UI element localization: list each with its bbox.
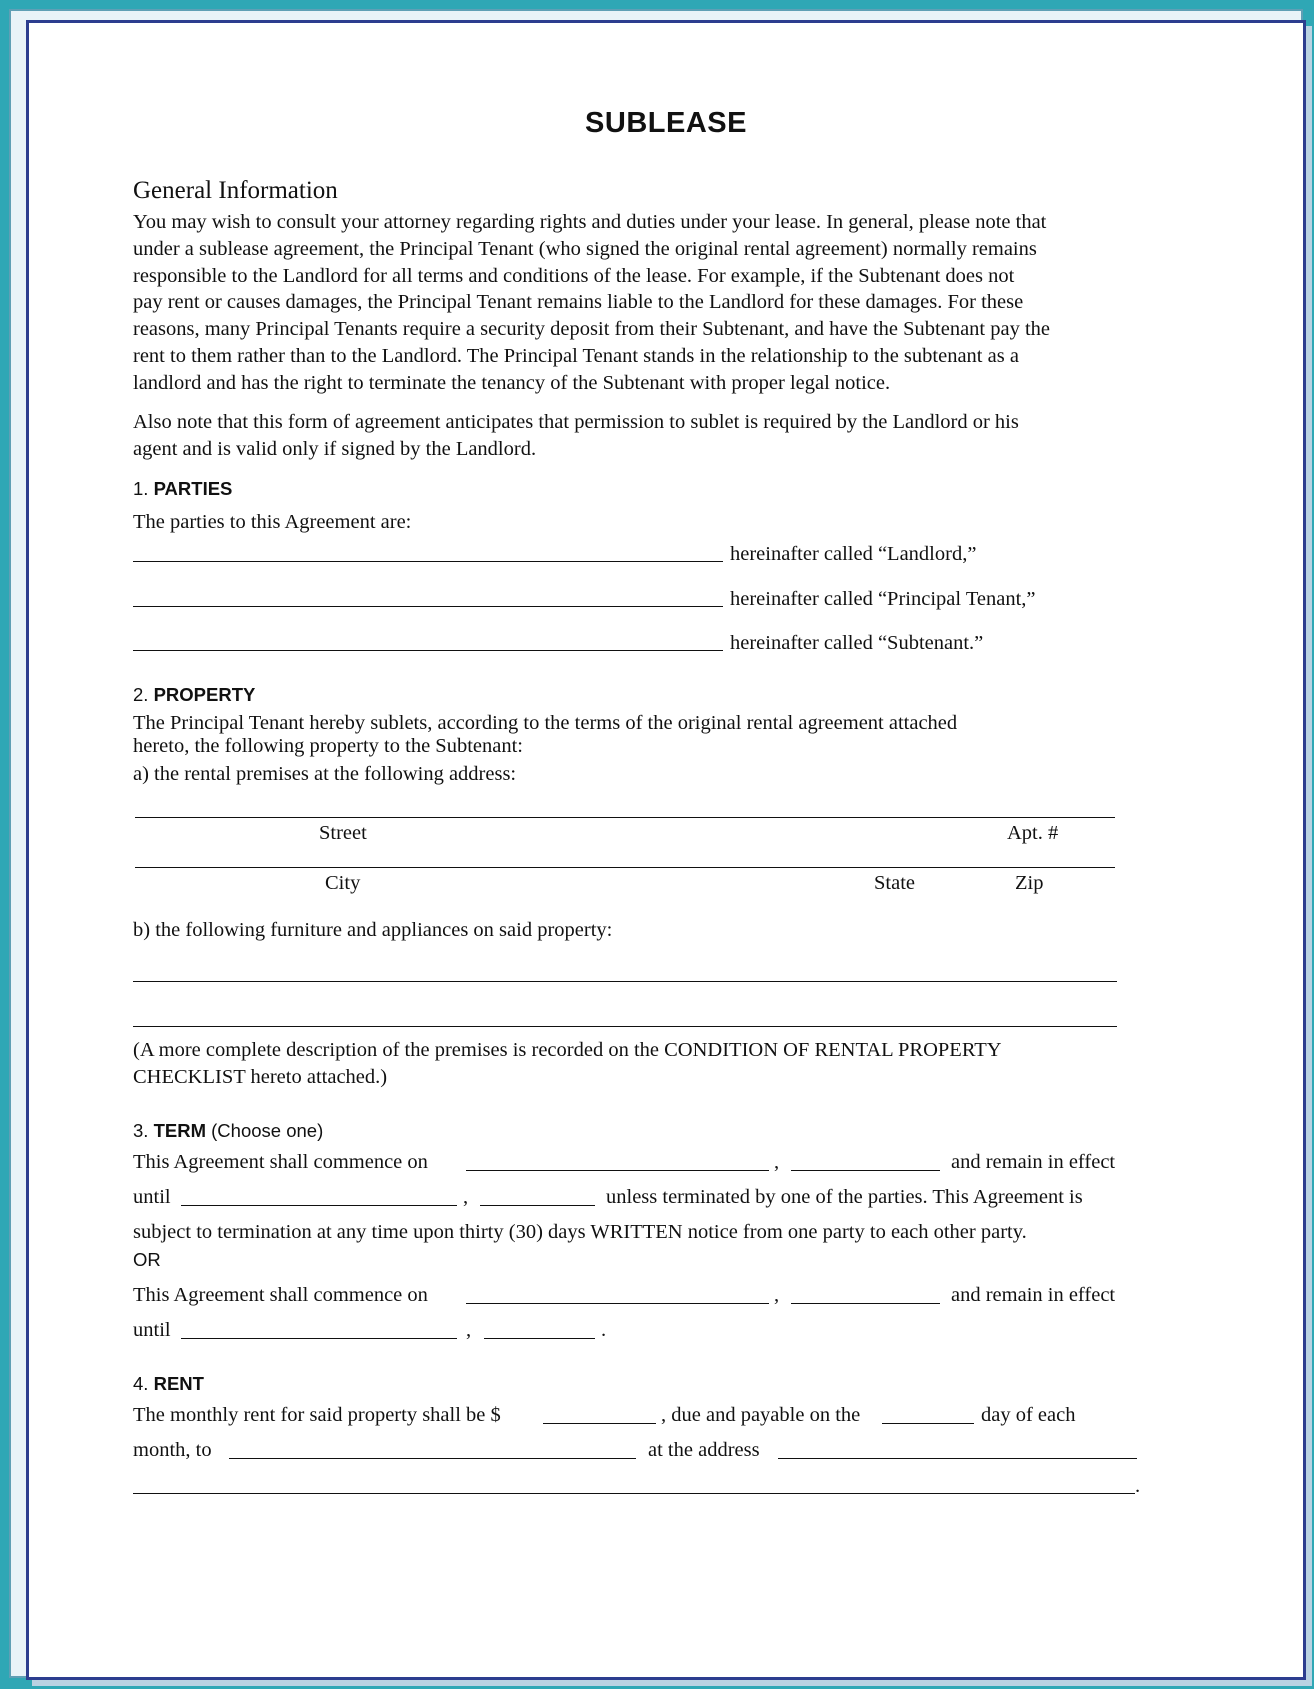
property-note-line-2: CHECKLIST hereto attached.) — [133, 1066, 388, 1088]
parties-heading: PARTIES — [153, 478, 233, 499]
general-information-line: responsible to the Landlord for all terms and conditions of the lease. For example, if the Subtenant does not — [133, 264, 1015, 287]
general-information-line: under a sublease agreement, the Principal Tenant (who signed the original rental agreement) normally remains — [133, 237, 1037, 260]
term-number: 3. — [133, 1120, 149, 1141]
rent-text-2a: month, to — [133, 1439, 212, 1461]
furniture-field-line-1[interactable] — [133, 981, 1117, 982]
general-information-line: reasons, many Principal Tenants require a security deposit from their Subtenant, and have the Subtenant pay the — [133, 318, 1051, 341]
term-comma-4: , — [466, 1319, 472, 1341]
general-information-paragraph — [133, 209, 1050, 397]
rent-text-1c: day of each — [981, 1404, 1076, 1426]
document-title: SUBLEASE — [585, 107, 747, 139]
term-or-label: OR — [133, 1249, 161, 1270]
term-period: . — [601, 1319, 607, 1341]
start-year-field-1[interactable] — [791, 1170, 940, 1171]
rent-payee-field[interactable] — [229, 1458, 636, 1459]
street-address-field[interactable] — [135, 817, 1115, 818]
property-number: 2. — [133, 684, 149, 705]
property-section-heading — [133, 684, 255, 706]
term-heading: TERM — [153, 1120, 206, 1141]
term-section-heading — [133, 1120, 323, 1142]
start-date-field-1[interactable] — [466, 1170, 769, 1171]
landlord-label: hereinafter called “Landlord,” — [730, 543, 977, 565]
furniture-field-line-2[interactable] — [133, 1026, 1117, 1027]
also-note-line: Also note that this form of agreement anticipates that permission to sublet is required by the Landlord or his — [133, 411, 1019, 433]
subtenant-label: hereinafter called “Subtenant.” — [730, 632, 984, 654]
principal-tenant-label: hereinafter called “Principal Tenant,” — [730, 588, 1036, 610]
term-until-text-2: until — [133, 1319, 171, 1341]
property-item-a: a) the rental premises at the following address: — [133, 763, 517, 785]
property-text-line-2: hereto, the following property to the Subtenant: — [133, 735, 523, 757]
rent-text-1a: The monthly rent for said property shall be $ — [133, 1404, 501, 1426]
start-year-field-2[interactable] — [791, 1303, 940, 1304]
term-comma-3: , — [774, 1284, 780, 1306]
end-year-field-1[interactable] — [480, 1205, 595, 1206]
rent-end-period: . — [1135, 1475, 1141, 1497]
parties-number: 1. — [133, 478, 149, 499]
page-frame — [9, 9, 1303, 1678]
rent-text-1b: , due and payable on the — [661, 1404, 861, 1426]
city-label: City — [325, 872, 361, 894]
general-information-line: landlord and has the right to terminate the tenancy of the Subtenant with proper legal notice. — [133, 371, 891, 394]
end-date-field-1[interactable] — [181, 1205, 457, 1206]
term-subject-text: subject to termination at any time upon thirty (30) days WRITTEN notice from one party to each other party. — [133, 1221, 1027, 1243]
state-label: State — [874, 872, 915, 894]
term-commence-text-1: This Agreement shall commence on — [133, 1151, 428, 1173]
term-comma-1: , — [774, 1151, 780, 1173]
rent-heading: RENT — [153, 1373, 204, 1394]
rent-number: 4. — [133, 1373, 149, 1394]
document-page — [26, 20, 1306, 1680]
end-date-field-2[interactable] — [181, 1338, 457, 1339]
end-year-field-2[interactable] — [484, 1338, 595, 1339]
property-item-b: b) the following furniture and appliances on said property: — [133, 919, 613, 941]
rent-address-field-1[interactable] — [778, 1458, 1137, 1459]
term-until-text-1: until — [133, 1186, 171, 1208]
term-remain-text-2: and remain in effect — [951, 1284, 1116, 1306]
start-date-field-2[interactable] — [466, 1303, 769, 1304]
landlord-name-field[interactable] — [133, 561, 723, 562]
property-note-line-1: (A more complete description of the premises is recorded on the CONDITION OF RENTAL PROPERTY — [133, 1039, 1002, 1061]
property-heading: PROPERTY — [153, 684, 256, 705]
zip-label: Zip — [1015, 872, 1044, 894]
property-text-line-1: The Principal Tenant hereby sublets, according to the terms of the original rental agreement attached — [133, 712, 958, 734]
term-remain-text-1: and remain in effect — [951, 1151, 1116, 1173]
rent-section-heading — [133, 1373, 204, 1395]
term-qualifier: (Choose one) — [211, 1120, 324, 1141]
subtenant-name-field[interactable] — [133, 650, 723, 651]
city-state-zip-field[interactable] — [135, 867, 1115, 868]
rent-due-day-field[interactable] — [882, 1423, 974, 1424]
rent-amount-field[interactable] — [543, 1423, 656, 1424]
general-information-line: pay rent or causes damages, the Principal Tenant remains liable to the Landlord for these damages. For these — [133, 291, 1024, 314]
also-note-paragraph — [133, 409, 1019, 463]
parties-intro: The parties to this Agreement are: — [133, 511, 412, 533]
rent-address-field-2[interactable] — [133, 1493, 1135, 1494]
term-commence-text-2: This Agreement shall commence on — [133, 1284, 428, 1306]
rent-text-2b: at the address — [648, 1439, 760, 1461]
general-information-heading: General Information — [133, 177, 338, 204]
term-comma-2: , — [463, 1186, 469, 1208]
general-information-line: You may wish to consult your attorney regarding rights and duties under your lease. In general, please note that — [133, 211, 1047, 233]
general-information-line: rent to them rather than to the Landlord. The Principal Tenant stands in the relationship to the subtenant as a — [133, 344, 1019, 367]
street-label: Street — [319, 822, 367, 844]
also-note-line: agent and is valid only if signed by the Landlord. — [133, 437, 537, 460]
principal-tenant-name-field[interactable] — [133, 606, 723, 607]
apt-label: Apt. # — [1007, 822, 1059, 844]
term-unless-text: unless terminated by one of the parties. This Agreement is — [606, 1186, 1083, 1208]
parties-section-heading — [133, 478, 232, 500]
